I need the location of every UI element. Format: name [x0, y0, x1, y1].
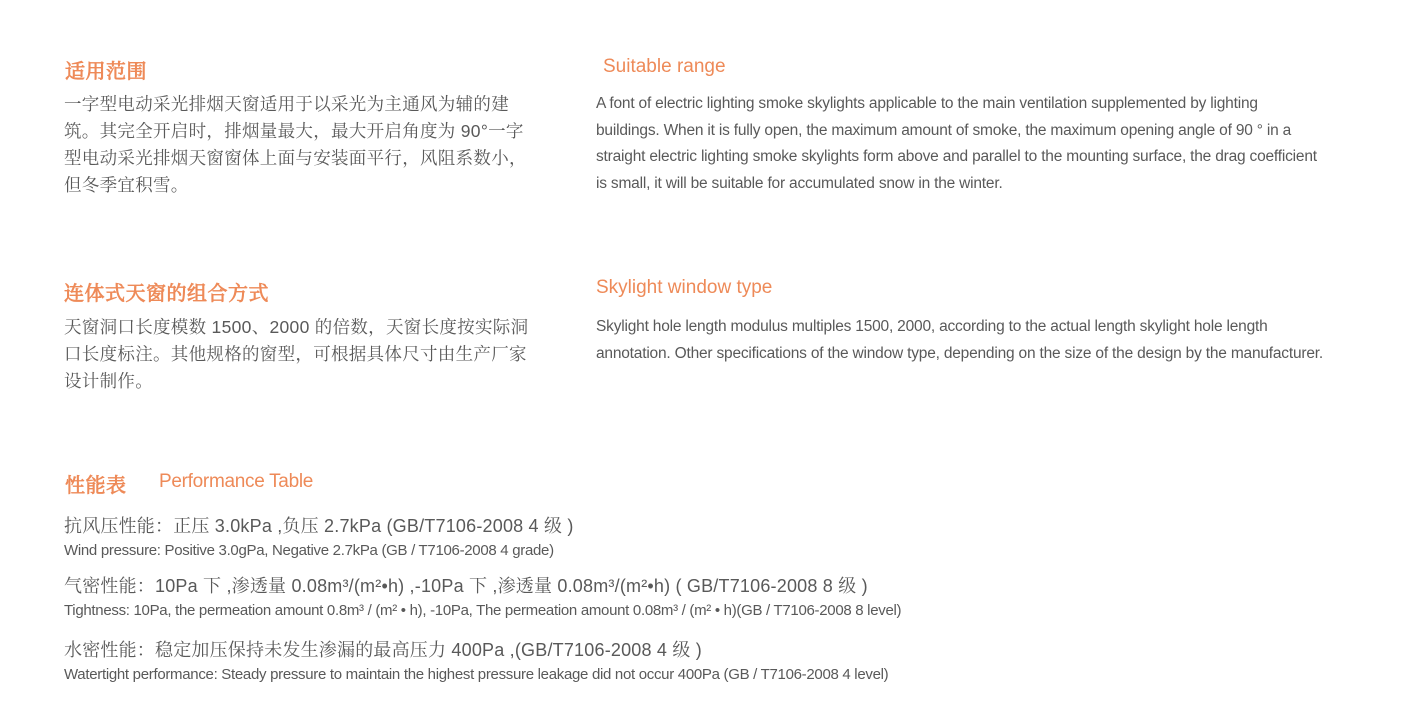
skylight-type-title-cn: 连体式天窗的组合方式	[64, 283, 269, 305]
suitable-range-title-cn: 适用范围	[65, 61, 147, 83]
performance-title-en: Performance Table	[159, 471, 314, 492]
suitable-range-body-cn: 一字型电动采光排烟天窗适用于以采光为主通风为辅的建筑。其完全开启时，排烟量最大，最大开启角度为 90°一字型电动采光排烟天窗窗体上面与安装面平行，风阻系数小，但冬季宜积雪。	[64, 94, 527, 195]
skylight-type-title-en: Skylight window type	[596, 277, 773, 298]
skylight-type-body-en: Skylight hole length modulus multiples 1500, 2000, according to the actual length skylight hole length annotation. Other specifications of the window type, depending on the size of the design by the manufacturer.	[596, 318, 1323, 362]
performance-row-en: Tightness: 10Pa, the permeation amount 0.8m³ / (m² • h), -10Pa, The permeation amount 0.08m³ / (m² • h)(GB / T7106-2008 8 level)	[64, 602, 902, 619]
suitable-range-title-en: Suitable range	[603, 56, 726, 77]
suitable-range-body-en: A font of electric lighting smoke skylights applicable to the main ventilation supplemented by lighting buildings. When it is fully open, the maximum amount of smoke, the maximum opening angle of 90 ° in a straight electric lighting smoke skylights form above and parallel to the mounting surface, the drag coefficient is small, it will be suitable for accumulated snow in the winter.	[596, 95, 1317, 192]
performance-row-cn: 水密性能：稳定加压保持未发生渗漏的最高压力 400Pa ,(GB/T7106-2008 4 级 )	[64, 640, 702, 660]
performance-row-en: Wind pressure: Positive 3.0gPa, Negative 2.7kPa (GB / T7106-2008 4 grade)	[64, 542, 554, 559]
performance-row-cn: 抗风压性能：正压 3.0kPa ,负压 2.7kPa (GB/T7106-2008 4 级 )	[64, 516, 574, 536]
performance-title-cn: 性能表	[65, 475, 127, 497]
performance-row-en: Watertight performance: Steady pressure to maintain the highest pressure leakage did not occur 400Pa (GB / T7106-2008 4 level)	[64, 666, 889, 683]
performance-row-cn: 气密性能：10Pa 下 ,渗透量 0.08m³/(m²•h) ,-10Pa 下 ,渗透量 0.08m³/(m²•h) ( GB/T7106-2008 8 级 )	[64, 576, 868, 596]
skylight-type-body-cn: 天窗洞口长度模数 1500、2000 的倍数，天窗长度按实际洞口长度标注。其他规格的窗型，可根据具体尺寸由生产厂家设计制作。	[64, 317, 529, 391]
